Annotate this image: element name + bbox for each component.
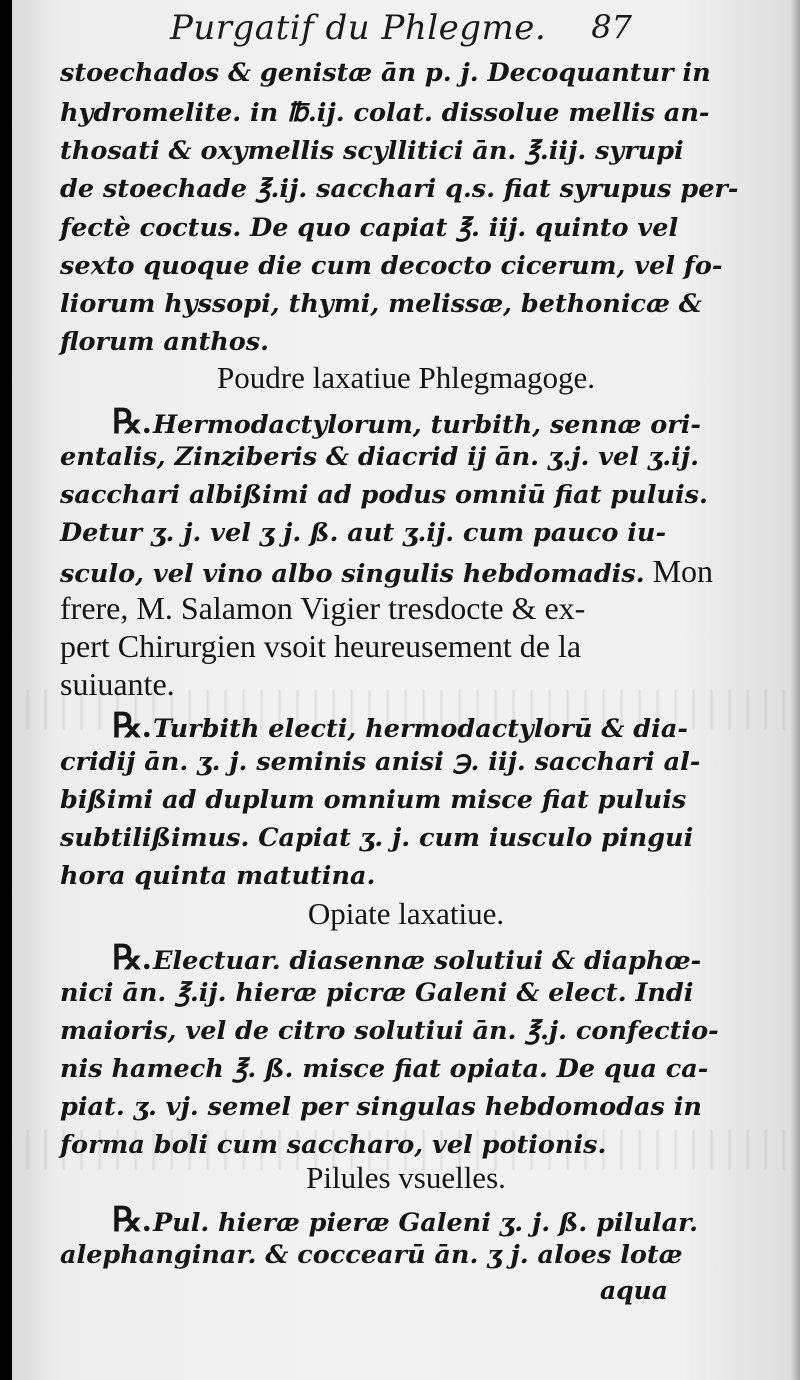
section-heading: Poudre laxatiue Phlegmagoge. <box>217 360 595 395</box>
text-line: ℞.Electuar. diasennæ solutiui & diaphœ- <box>112 940 702 977</box>
text-line: bißimi ad duplum omnium misce fiat puluis <box>60 785 687 815</box>
text-line: maioris, vel de citro solutiui ān. ℥.j. confectio- <box>60 1016 719 1046</box>
text-line: alephanginar. & coccearū ān. ʒ j. aloes lotæ <box>60 1240 683 1270</box>
page-edge-shadow <box>790 0 800 1380</box>
text-line: frere, M. Salamon Vigier tresdocte & ex- <box>60 590 586 626</box>
text-line: piat. ʒ. vj. semel per singulas hebdomodas in <box>60 1092 702 1122</box>
text-line: sculo, vel vino albo singulis hebdomadis. Mon <box>60 553 714 589</box>
text-line: de stoechade ℥.ij. sacchari q.s. fiat syrupus per- <box>60 174 739 204</box>
text-line: nici ān. ℥.ij. hieræ picræ Galeni & elect. Indi <box>60 978 694 1008</box>
text-line: florum anthos. <box>60 327 270 357</box>
recipe-symbol: ℞. <box>112 940 151 977</box>
text-line: Detur ʒ. j. vel ʒ j. ß. aut ʒ.ij. cum pauco iu- <box>60 518 667 548</box>
catchword: aqua <box>599 1276 668 1305</box>
text-line: pert Chirurgien vsoit heureusement de la <box>60 628 582 664</box>
text-line: entalis, Zinziberis & diacrid ij ān. ʒ.j. vel ʒ.ij. <box>60 442 699 472</box>
text-line: ℞.Hermodactylorum, turbith, sennæ ori- <box>112 404 701 441</box>
text-line: hora quinta matutina. <box>60 861 376 891</box>
text-line: liorum hyssopi, thymi, melissæ, bethonicæ & <box>60 289 702 319</box>
text-line: nis hamech ℥. ß. misce fiat opiata. De qua ca- <box>60 1054 709 1084</box>
text-line: forma boli cum saccharo, vel potionis. <box>60 1130 607 1160</box>
page-number: 87 <box>591 8 632 46</box>
running-head: Purgatif du Phlegme. <box>170 8 547 48</box>
recipe-symbol: ℞. <box>112 1202 151 1239</box>
text-line: hydromelite. in ℔.ij. colat. dissolue mellis an- <box>60 98 710 128</box>
text-line: ℞.Pul. hieræ pieræ Galeni ʒ. j. ß. pilular. <box>112 1202 699 1239</box>
text-line: stoechados & genistæ ān p. j. Decoquantur in <box>60 58 711 88</box>
text-line: thosati & oxymellis scyllitici ān. ℥.iij. syrupi <box>60 136 684 166</box>
recipe-symbol: ℞. <box>112 404 151 441</box>
text-line: fectè coctus. De quo capiat ℥. iij. quinto vel <box>60 213 679 243</box>
book-page <box>12 0 800 1380</box>
recipe-symbol: ℞. <box>112 708 151 745</box>
section-heading: Pilules vsuelles. <box>306 1160 506 1195</box>
text-line: cridij ān. ʒ. j. seminis anisi ℈. iij. sacchari al- <box>60 747 701 777</box>
text-line: ℞.Turbith electi, hermodactylorū & dia- <box>112 708 688 745</box>
page-header <box>12 4 800 54</box>
text-line: sacchari albißimi ad podus omniū fiat puluis. <box>60 480 708 510</box>
section-heading: Opiate laxatiue. <box>307 896 505 931</box>
text-line: subtilißimus. Capiat ʒ. j. cum iusculo pingui <box>60 823 694 853</box>
text-line: sexto quoque die cum decocto cicerum, vel fo- <box>60 251 723 281</box>
text-line: suiuante. <box>60 666 175 702</box>
